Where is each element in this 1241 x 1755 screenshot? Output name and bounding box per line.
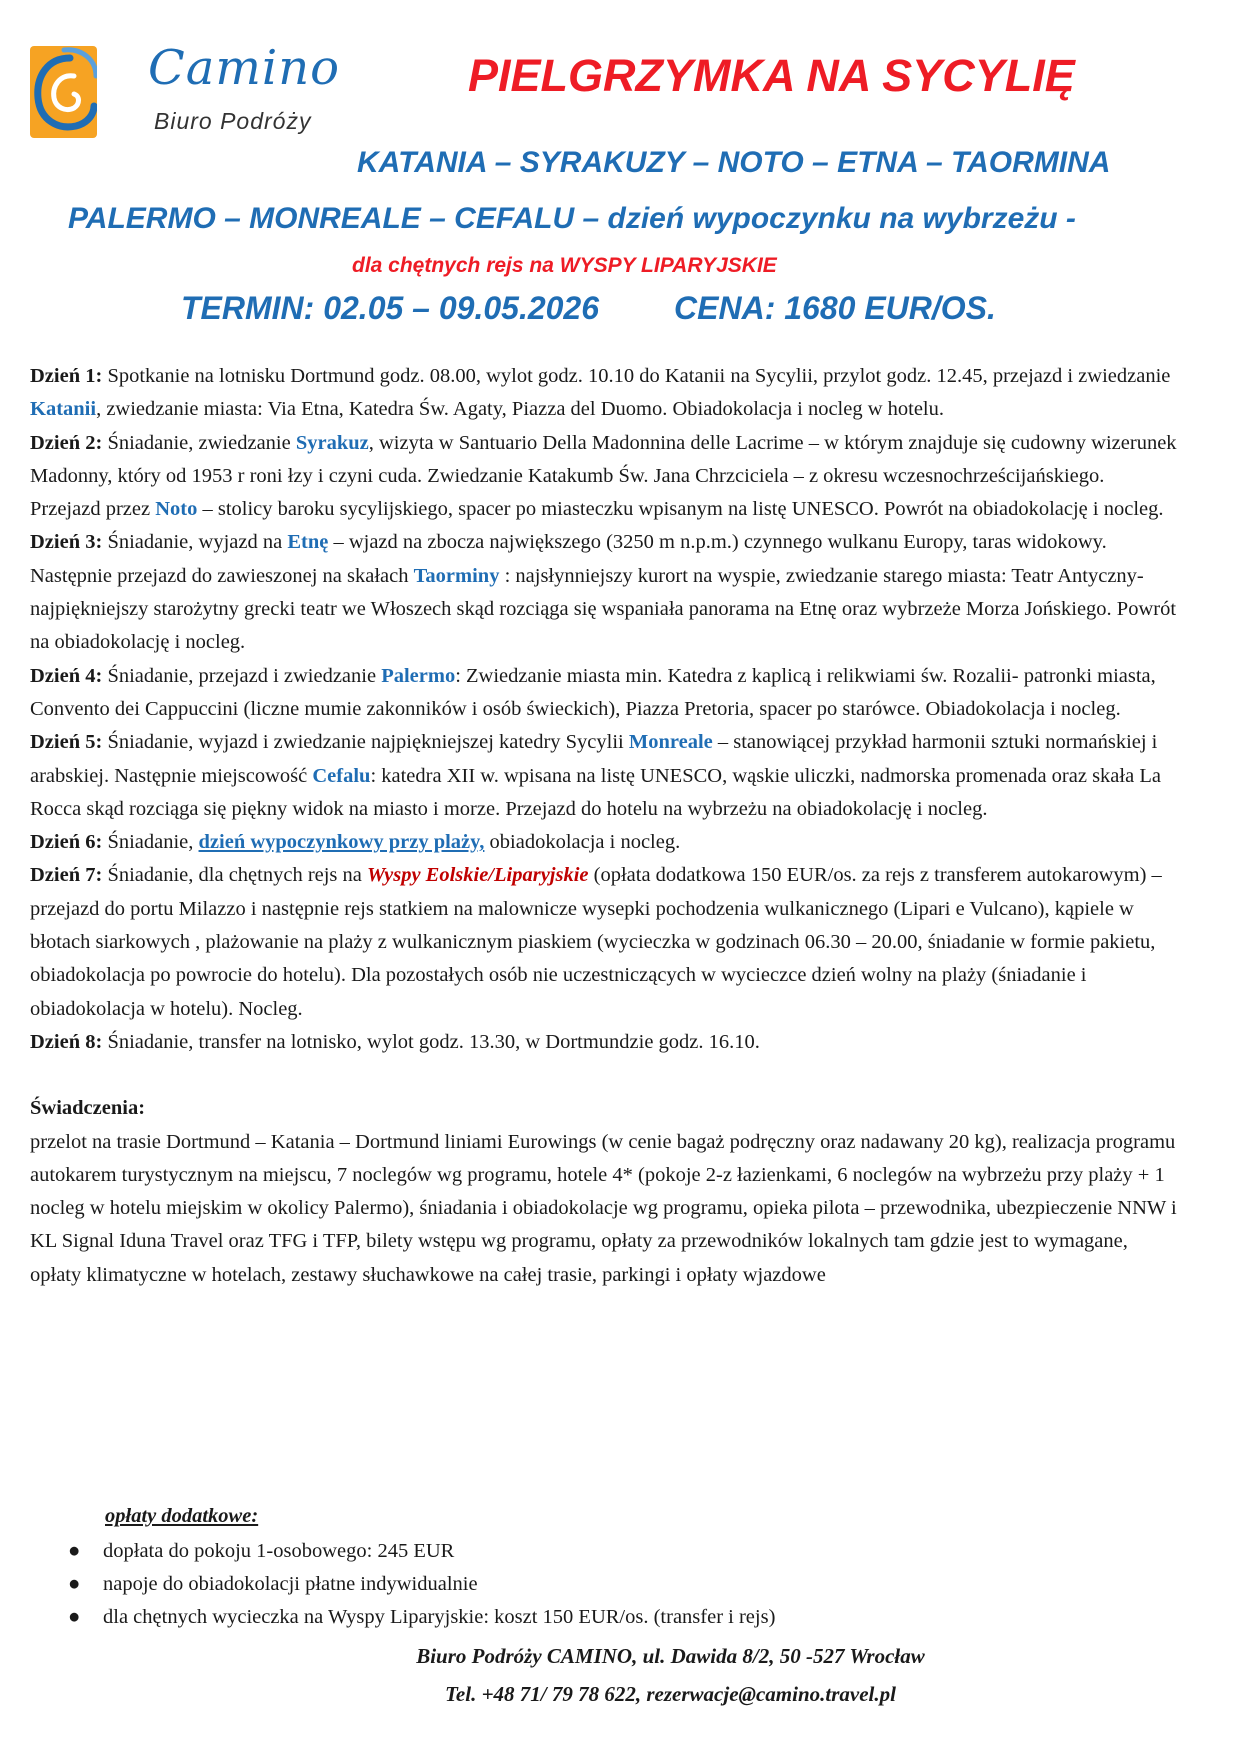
day-8 (30, 1026, 1180, 1059)
islands-highlight: Wyspy Eolskie/Liparyjskie (367, 864, 589, 887)
term-dates: TERMIN: 02.05 – 09.05.2026 (181, 290, 600, 326)
day-label: Dzień 4: (30, 664, 103, 687)
day-text: – stanowiącej przykład harmonii sztuki normańskiej i arabskiej. Następnie miejscowość (30, 731, 1158, 787)
company-logo (30, 40, 341, 144)
term-and-price (181, 290, 996, 327)
day-label: Dzień 7: (30, 864, 103, 887)
place-highlight: Monreale (628, 731, 713, 754)
logo-subtitle: Biuro Podróży (154, 108, 312, 134)
bullet-icon: ● (68, 1606, 81, 1628)
day-text: (opłata dodatkowa 150 EUR/os. za rejs z transferem autokarowym) – przejazd do portu Milazzo i następnie rejs statkiem na malownicze wysepki pochodzenia wulkanicznego (Lipari e Vulcano), kąpiele w błotach siarkowych , plażowanie na plaży z wulkanicznym piaskiem (wycieczka w godzinach 06.30 – 20.00, śniadanie w formie pakietu, obiadokolacja po powrocie do hotelu). Dla pozostałych osób nie uczestniczących w wycieczce dzień wolny na plaży (śniadanie i obiadokolacja w hotelu). Nocleg. (30, 864, 1162, 1020)
list-item-text: dla chętnych wycieczka na Wyspy Liparyjskie: koszt 150 EUR/os. (transfer i rejs) (103, 1606, 776, 1628)
place-highlight: Noto (155, 498, 198, 521)
day-5 (30, 726, 1180, 826)
day-6 (30, 826, 1180, 859)
extra-fees (60, 1500, 1160, 1634)
bullet-icon: ● (68, 1540, 81, 1562)
day-label: Dzień 2: (30, 431, 103, 454)
day-text: Śniadanie, transfer na lotnisko, wylot godz. 13.30, w Dortmundzie godz. 16.10. (102, 1030, 760, 1053)
day-label: Dzień 8: (30, 1030, 103, 1053)
day-text: , zwiedzanie miasta: Via Etna, Katedra Św. Agaty, Piazza del Duomo. Obiadokolacja i nocleg w hotelu. (96, 398, 945, 421)
day-1 (30, 360, 1180, 427)
place-highlight: Cefalu (312, 764, 371, 787)
extra-fees-title: opłaty dodatkowe: (105, 1505, 259, 1527)
day-text: : katedra XII w. wpisana na listę UNESCO, wąskie uliczki, nadmorska promenada oraz skała La Rocca skąd rozciąga się piękny widok na miasto i morze. Przejazd do hotelu na wybrzeżu na obiadokolację i nocleg. (30, 764, 1161, 820)
day-2 (30, 427, 1180, 527)
day-text: Śniadanie, (102, 831, 199, 854)
itinerary (30, 360, 1180, 1292)
price: CENA: 1680 EUR/OS. (674, 290, 996, 326)
day-text: Śniadanie, zwiedzanie (102, 431, 296, 454)
extra-fees-list (60, 1535, 1160, 1634)
optional-cruise-note (352, 254, 777, 278)
footer-contact: Tel. +48 71/ 79 78 622, rezerwacje@camino.travel.pl (445, 1682, 896, 1706)
day-text: obiadokolacja i nocleg. (484, 831, 681, 854)
bullet-icon: ● (68, 1573, 81, 1595)
day-text: Śniadanie, wyjazd na (102, 531, 288, 554)
place-highlight: Palermo (381, 664, 456, 687)
optional-cruise-prefix: dla chętnych rejs na (352, 254, 560, 277)
day-7 (30, 859, 1180, 1025)
day-text: Śniadanie, wyjazd i zwiedzanie najpiękniejszej katedry Sycylii (102, 731, 629, 754)
day-text: Spotkanie na lotnisku Dortmund godz. 08.00, wylot godz. 10.10 do Katanii na Sycylii, przylot godz. 12.45, przejazd i zwiedzanie (102, 365, 1171, 387)
services-title: Świadczenia: (30, 1097, 146, 1120)
day-text: : Zwiedzanie miasta min. Katedra z kaplicą i relikwiami św. Rozalii- patronki miasta, Convento dei Cappuccini (liczne mumie zakonników i osób świeckich), Piazza Pretoria, spacer po starówce. Obiadokolacja i nocleg. (30, 664, 1156, 720)
day-label: Dzień 3: (30, 531, 103, 554)
list-item-text: dopłata do pokoju 1-osobowego: 245 EUR (103, 1540, 455, 1562)
footer-address: Biuro Podróży CAMINO, ul. Dawida 8/2, 50 -527 Wrocław (416, 1644, 925, 1668)
day-4 (30, 660, 1180, 727)
day-text: , wizyta w Santuario Della Madonnina delle Lacrime – w którym znajduje się cudowny wizerunek Madonny, który od 1953 r roni łzy i czyni cuda. Zwiedzanie Katakumb Św. Jana Chrzciciela – z okresu wczesnochrześcijańskiego. Przejazd przez (30, 431, 1177, 521)
list-item (60, 1535, 1160, 1568)
day-label: Dzień 6: (30, 831, 103, 854)
list-item (60, 1568, 1160, 1601)
list-item-text: napoje do obiadokolacji płatne indywidualnie (103, 1573, 478, 1595)
page-title: PIELGRZYMKA NA SYCYLIĘ (468, 50, 1075, 101)
day-text: Śniadanie, dla chętnych rejs na (102, 864, 368, 887)
services-text: przelot na trasie Dortmund – Katania – Dortmund liniami Eurowings (w cenie bagaż podręczny oraz nadawany 20 kg), realizacja programu autokarem turystycznym na miejscu, 7 noclegów wg programu, hotele 4* (pokoje 2-z łazienkami, 6 noclegów na wybrzeżu przy plaży + 1 nocleg w hotelu miejskim w okolicy Palermo), śniadania i obiadokolacje wg programu, opieka pilota – przewodnika, ubezpieczenie NNW i KL Signal Iduna Travel oraz TFG i TFP, bilety wstępu wg programu, opłaty za przewodników lokalnych tam gdzie jest to wymagane, opłaty klimatyczne w hotelach, zestawy słuchawkowe na całej trasie, parkingi i opłaty wjazdowe (30, 1130, 1177, 1286)
list-item (60, 1601, 1160, 1634)
optional-cruise-destination: WYSPY LIPARYJSKIE (559, 254, 777, 277)
beach-day-highlight: dzień wypoczynkowy przy plaży, (198, 831, 485, 854)
place-highlight: Katanii (30, 398, 97, 421)
day-text: – stolicy baroku sycylijskiego, spacer po miasteczku wpisanym na listę UNESCO. Powrót na obiadokolację i nocleg. (197, 498, 1164, 521)
camino-logo-icon (30, 46, 97, 138)
route-line-1: KATANIA – SYRAKUZY – NOTO – ETNA – TAORMINA (357, 146, 1111, 179)
route-line-2: PALERMO – MONREALE – CEFALU – dzień wypoczynku na wybrzeżu - (68, 202, 1076, 235)
day-label: Dzień 5: (30, 731, 103, 754)
day-3 (30, 526, 1180, 659)
place-highlight: Syrakuz (295, 431, 369, 454)
day-text: – wjazd na zbocza największego (3250 m n.p.m.) czynnego wulkanu Europy, taras widokowy. Następnie przejazd do zawieszonej na skałach (30, 531, 1107, 587)
place-highlight: Taorminy (413, 564, 500, 587)
logo-name: Camino (148, 40, 341, 96)
day-text: : najsłynniejszy kurort na wyspie, zwiedzanie starego miasta: Teatr Antyczny- najpiękniejszy starożytny grecki teatr we Włoszech skąd rozciąga się wspaniała panorama na Etnę oraz wybrzeże Morza Jońskiego. Powrót na obiadokolację i nocleg. (30, 564, 1177, 654)
day-text: Śniadanie, przejazd i zwiedzanie (102, 664, 382, 687)
place-highlight: Etnę (287, 531, 329, 554)
day-label: Dzień 1: (30, 365, 103, 387)
